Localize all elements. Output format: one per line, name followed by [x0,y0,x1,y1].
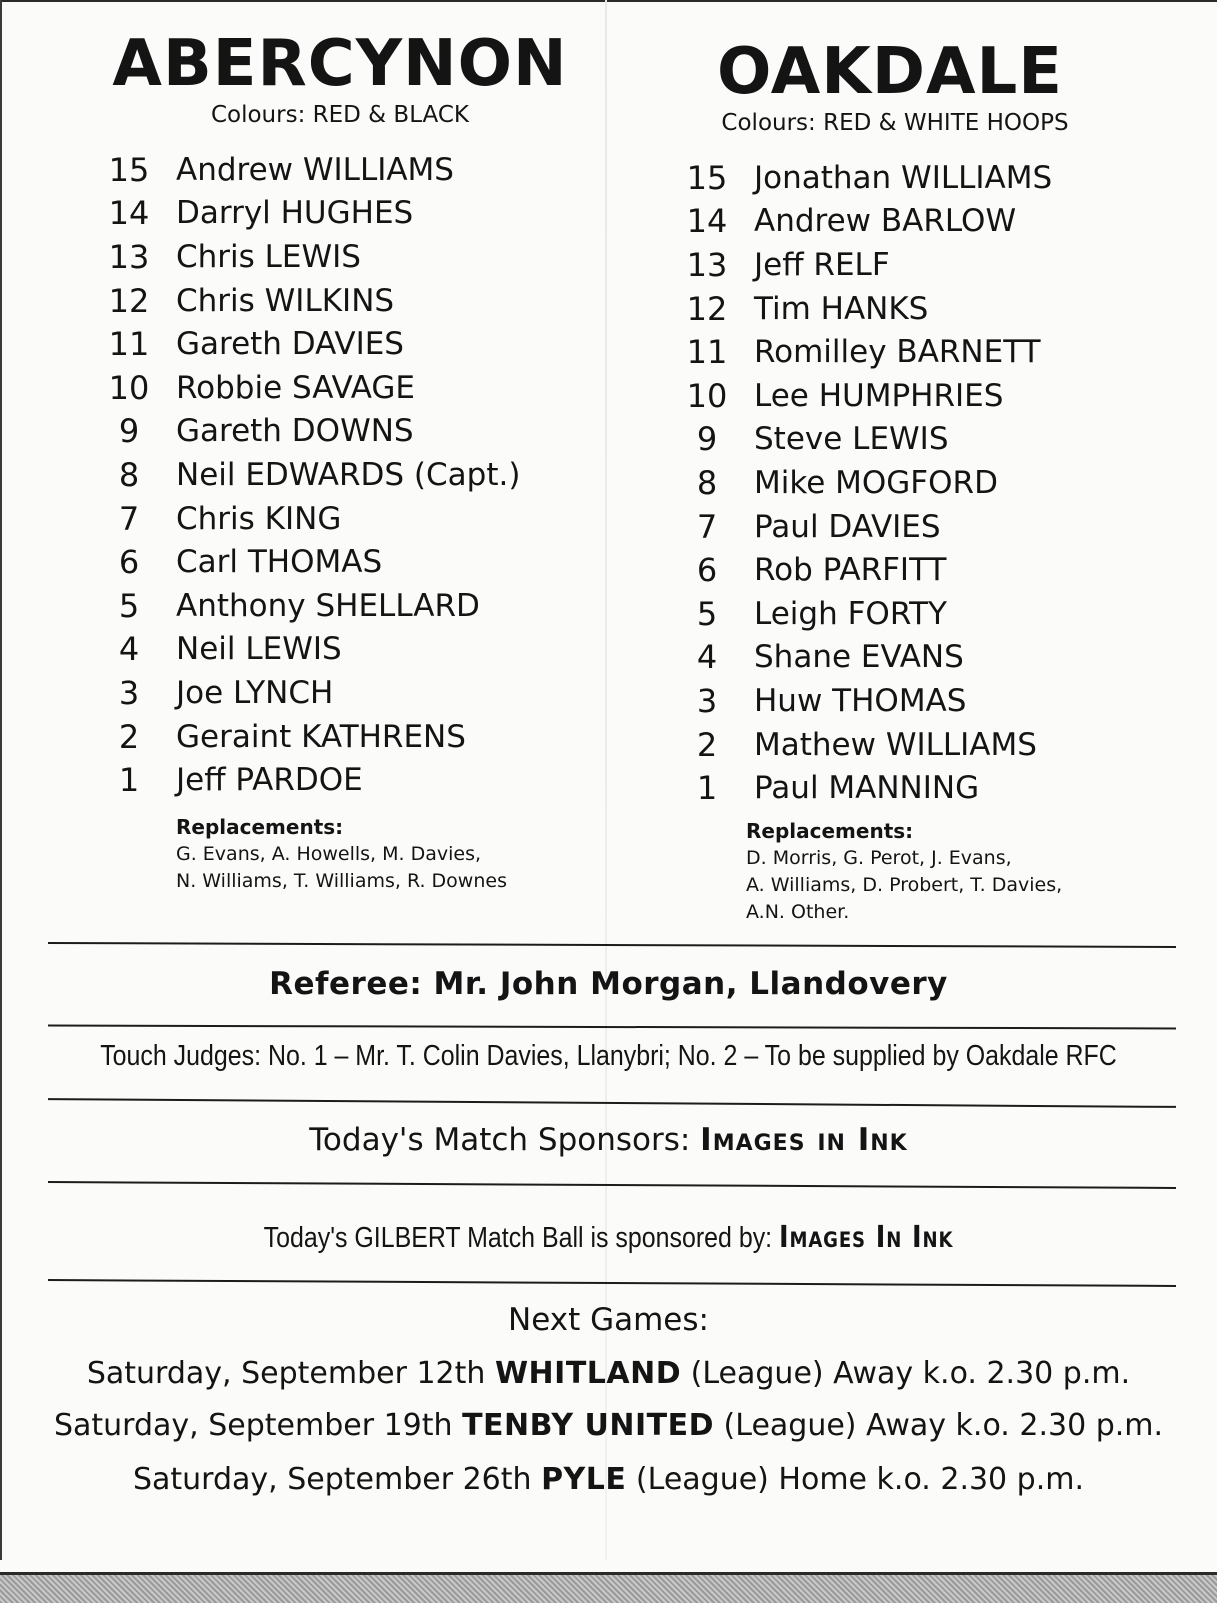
ball-sponsor-line [85,1220,1132,1255]
player-number: 15 [686,158,728,197]
player-row [82,715,520,759]
replacements-line: A.N. Other. [746,901,850,923]
player-number: 6 [696,551,718,590]
game-opponent: WHITLAND [494,1356,682,1391]
player-number: 10 [686,376,728,415]
player-number: 14 [108,194,150,233]
scanner-edge-band [0,1572,1217,1603]
page-edge-top [0,0,1217,2]
player-row [82,148,520,192]
player-number: 8 [118,455,140,494]
player-row [82,628,520,672]
player-name: Andrew WILLIAMS [176,151,454,188]
player-row [82,279,520,323]
player-number: 14 [686,202,728,241]
player-name: Jeff RELF [754,246,890,283]
next-game-row [0,1408,1217,1443]
player-name: Leigh FORTY [754,595,947,632]
player-name: Neil LEWIS [176,631,342,668]
away-player-list [660,156,1052,810]
player-name: Mike MOGFORD [754,464,998,501]
touch-judges-line: Touch Judges: No. 1 – Mr. T. Colin Davies, Llanybri; No. 2 – To be supplied by Oakdale RFC [100,1040,1117,1072]
player-number: 2 [696,725,718,764]
player-row [660,330,1052,374]
player-number: 13 [108,237,150,276]
game-details: (League) Away k.o. 2.30 p.m. [681,1356,1131,1391]
player-row [660,374,1052,418]
player-row [82,235,520,279]
player-name: Gareth DOWNS [176,413,414,450]
player-name: Darryl HUGHES [176,195,414,232]
game-details: (League) Away k.o. 2.30 p.m. [714,1408,1164,1443]
player-row [82,192,520,236]
home-team-colours: Colours: RED & BLACK [210,102,470,128]
player-row [82,671,520,715]
replacements-line: G. Evans, A. Howells, M. Davies, [176,843,482,865]
player-number: 2 [118,717,140,756]
player-number: 4 [696,638,718,677]
player-row [82,540,520,584]
divider [48,1025,1176,1030]
player-name: Shane EVANS [754,639,964,676]
player-number: 1 [696,769,718,808]
player-name: Andrew BARLOW [754,203,1017,240]
game-date: Saturday, September 12th [86,1356,495,1391]
player-name: Chris KING [176,500,342,537]
player-name: Jeff PARDOE [176,762,363,799]
player-number: 4 [118,630,140,669]
player-row [660,243,1052,287]
game-opponent: PYLE [541,1462,627,1497]
player-number: 5 [118,586,140,625]
player-name: Robbie SAVAGE [176,369,415,406]
player-row [82,497,520,541]
player-name: Paul DAVIES [754,508,941,545]
player-name: Chris LEWIS [176,238,361,275]
player-name: Mathew WILLIAMS [754,726,1037,763]
player-row [82,366,520,410]
replacements-title: Replacements: [176,815,344,839]
player-row [660,287,1052,331]
player-row [82,453,520,497]
player-row [660,418,1052,462]
home-replacements [176,814,507,895]
player-row [660,592,1052,636]
player-name: Carl THOMAS [176,544,383,581]
player-name: Lee HUMPHRIES [754,377,1004,414]
match-sponsors-line [0,1122,1217,1158]
player-row [82,758,520,802]
ball-sponsor-name: Images In Ink [779,1220,954,1255]
player-row [660,723,1052,767]
player-name: Tim HANKS [754,290,929,327]
away-team-name: OAKDALE [717,35,1063,109]
player-number: 8 [696,463,718,502]
match-sponsor-name: Images in Ink [700,1122,908,1158]
player-name: Geraint KATHRENS [176,718,466,755]
player-number: 13 [686,245,728,284]
divider [48,942,1176,948]
player-number: 6 [118,543,140,582]
player-number: 12 [686,289,728,328]
game-date: Saturday, September 19th [53,1408,463,1443]
player-name: Jonathan WILLIAMS [754,159,1053,196]
referee-line: Referee: Mr. John Morgan, Llandovery [269,966,948,1002]
divider [48,1181,1176,1189]
replacements-line: D. Morris, G. Perot, J. Evans, [746,847,1012,869]
replacements-line: A. Williams, D. Probert, T. Davies, [746,874,1063,896]
player-row [660,461,1052,505]
away-replacements [746,818,1062,926]
player-number: 7 [118,499,140,538]
player-row [660,766,1052,810]
player-number: 1 [118,761,140,800]
player-number: 5 [696,594,718,633]
player-name: Rob PARFITT [754,552,947,589]
player-name: Steve LEWIS [754,421,949,458]
player-number: 10 [108,368,150,407]
player-name: Huw THOMAS [754,682,967,719]
next-game-row [0,1462,1217,1497]
player-number: 11 [686,333,728,372]
player-name: Anthony SHELLARD [176,587,480,624]
player-name: Neil EDWARDS (Capt.) [176,456,521,493]
player-name: Gareth DAVIES [176,326,404,363]
divider [48,1279,1176,1287]
player-name: Joe LYNCH [176,674,334,711]
player-row [660,505,1052,549]
player-name: Romilley BARNETT [754,334,1041,371]
player-row [660,200,1052,244]
away-team-colours: Colours: RED & WHITE HOOPS [721,110,1069,136]
player-number: 3 [696,681,718,720]
player-number: 11 [108,325,150,364]
player-row [660,548,1052,592]
player-row [660,156,1052,200]
player-number: 12 [108,281,150,320]
game-opponent: TENBY UNITED [462,1408,715,1443]
ball-sponsor-label: Today's GILBERT Match Ball is sponsored by: [263,1222,780,1254]
replacements-line: N. Williams, T. Williams, R. Downes [176,870,507,892]
player-number: 15 [108,150,150,189]
player-row [82,322,520,366]
player-row [82,584,520,628]
home-player-list [82,148,520,802]
match-sponsors-label: Today's Match Sponsors: [309,1122,701,1158]
player-number: 7 [696,507,718,546]
player-name: Paul MANNING [754,770,980,807]
player-row [660,679,1052,723]
game-date: Saturday, September 26th [132,1462,542,1497]
next-games-title: Next Games: [508,1302,709,1338]
game-details: (League) Home k.o. 2.30 p.m. [626,1462,1085,1497]
replacements-title: Replacements: [746,819,914,843]
divider [48,1098,1176,1108]
player-row [82,410,520,454]
next-game-row [0,1356,1217,1391]
player-row [660,636,1052,680]
player-name: Chris WILKINS [176,282,395,319]
player-number: 9 [118,412,140,451]
player-number: 3 [118,673,140,712]
player-number: 9 [696,420,718,459]
home-team-name: ABERCYNON [112,27,568,101]
